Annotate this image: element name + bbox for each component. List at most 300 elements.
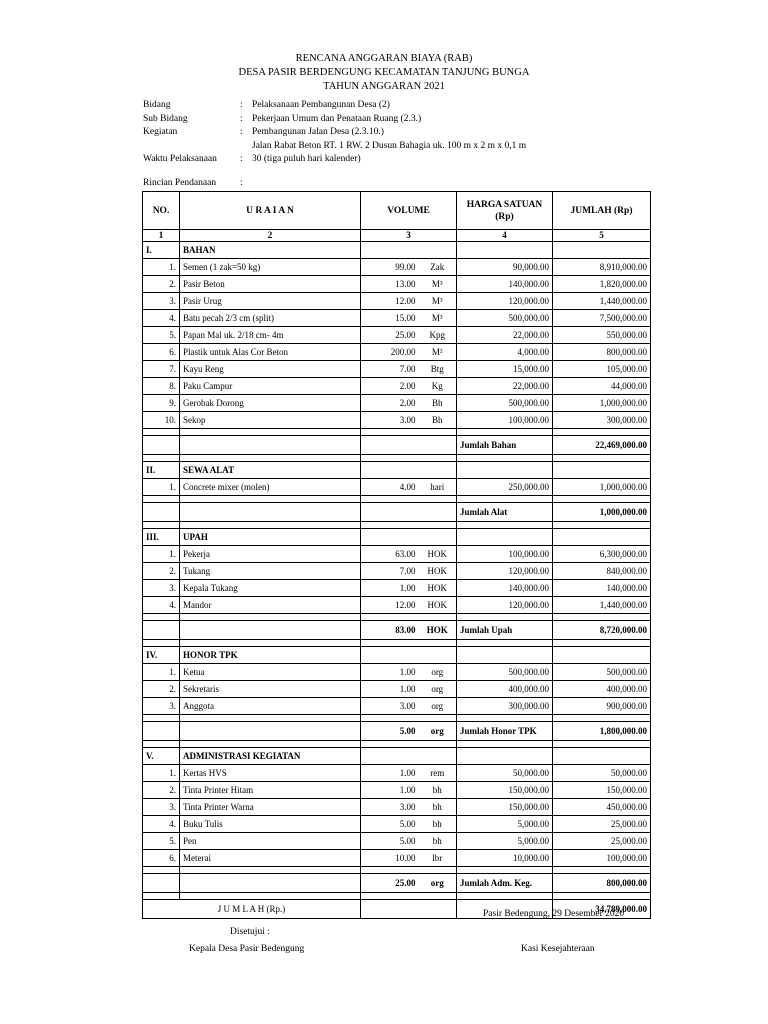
item-number: 10.	[143, 412, 180, 429]
item-total: 6,300,000.00	[553, 546, 651, 563]
item-unit-price: 5,000.00	[457, 816, 553, 833]
item-total: 300,000.00	[553, 412, 651, 429]
meta-value: Jalan Rabat Beton RT. 1 RW. 2 Dusun Bahagia uk. 100 m x 2 m x 0,1 m	[252, 140, 527, 151]
budget-table	[142, 191, 651, 919]
meta-label: Kegiatan	[143, 127, 178, 137]
item-volume: 12.00	[361, 293, 419, 310]
empty-cell	[180, 614, 361, 621]
empty-cell	[180, 893, 361, 900]
item-volume: 1.00	[361, 782, 419, 799]
item-description: Tinta Printer Hitam	[180, 782, 361, 799]
empty-cell	[457, 529, 553, 546]
spacer-row	[143, 496, 651, 503]
subtotal-row	[143, 436, 651, 455]
col-header-no: NO.	[143, 192, 180, 230]
item-number: 6.	[143, 850, 180, 867]
item-description: Kayu Reng	[180, 361, 361, 378]
empty-cell	[457, 867, 553, 874]
item-total: 400,000.00	[553, 681, 651, 698]
item-description: Mandor	[180, 597, 361, 614]
item-description: Pekerja	[180, 546, 361, 563]
empty-cell	[143, 522, 180, 529]
empty-cell	[180, 741, 361, 748]
item-unit: Kg	[419, 378, 457, 395]
item-number: 7.	[143, 361, 180, 378]
meta-block	[143, 99, 526, 167]
subtotal-row	[143, 722, 651, 741]
empty-cell	[143, 436, 180, 455]
item-description: Pen	[180, 833, 361, 850]
column-index: 3	[361, 230, 457, 242]
empty-cell	[143, 503, 180, 522]
subtotal-volume: 83.00	[361, 621, 419, 640]
item-unit-price: 100,000.00	[457, 412, 553, 429]
item-unit: M³	[419, 293, 457, 310]
meta-row	[143, 126, 526, 140]
empty-cell	[180, 640, 361, 647]
item-total: 900,000.00	[553, 698, 651, 715]
item-unit-price: 120,000.00	[457, 597, 553, 614]
meta-colon: :	[240, 100, 243, 110]
item-unit-price: 120,000.00	[457, 293, 553, 310]
section-header-row	[143, 242, 651, 259]
empty-cell	[553, 741, 651, 748]
item-total: 25,000.00	[553, 833, 651, 850]
empty-cell	[457, 429, 553, 436]
item-unit-price: 140,000.00	[457, 580, 553, 597]
empty-cell	[180, 455, 361, 462]
item-description: Kepala Tukang	[180, 580, 361, 597]
empty-cell	[553, 893, 651, 900]
item-description: Semen (1 zak=50 kg)	[180, 259, 361, 276]
item-volume: 5.00	[361, 816, 419, 833]
spacer-row	[143, 715, 651, 722]
item-number: 1.	[143, 765, 180, 782]
subtotal-row	[143, 874, 651, 893]
subtotal-value: 800,000.00	[553, 874, 651, 893]
item-unit: M³	[419, 310, 457, 327]
table-row	[143, 816, 651, 833]
item-volume: 3.00	[361, 412, 419, 429]
empty-cell	[143, 621, 180, 640]
section-number: IV.	[143, 647, 180, 664]
subtotal-unit: org	[419, 874, 457, 893]
empty-cell	[143, 741, 180, 748]
item-volume: 4.00	[361, 479, 419, 496]
signer-left: Kepala Desa Pasir Bedengung	[189, 944, 305, 954]
place-date: Pasir Bedengung, 29 Desember 2020	[483, 909, 625, 919]
item-total: 1,820,000.00	[553, 276, 651, 293]
table-row	[143, 681, 651, 698]
item-volume: 1.00	[361, 681, 419, 698]
table-row	[143, 310, 651, 327]
item-volume: 1.00	[361, 664, 419, 681]
table-body	[143, 242, 651, 919]
item-total: 140,000.00	[553, 580, 651, 597]
item-number: 6.	[143, 344, 180, 361]
empty-cell	[553, 522, 651, 529]
empty-cell	[143, 640, 180, 647]
item-unit-price: 4,000.00	[457, 344, 553, 361]
empty-cell	[361, 614, 457, 621]
empty-cell	[143, 893, 180, 900]
table-row	[143, 479, 651, 496]
empty-cell	[553, 529, 651, 546]
item-total: 1,440,000.00	[553, 293, 651, 310]
item-number: 2.	[143, 563, 180, 580]
subtotal-unit	[419, 503, 457, 522]
meta-label: Waktu Pelaksanaan	[143, 154, 217, 164]
item-number: 4.	[143, 597, 180, 614]
item-number: 3.	[143, 580, 180, 597]
item-unit: Bh	[419, 395, 457, 412]
empty-cell	[457, 242, 553, 259]
item-total: 50,000.00	[553, 765, 651, 782]
spacer-row	[143, 429, 651, 436]
empty-cell	[553, 647, 651, 664]
subtotal-label: Jumlah Bahan	[457, 436, 553, 455]
column-index: 5	[553, 230, 651, 242]
empty-cell	[180, 496, 361, 503]
doc-year: TAHUN ANGGARAN 2021	[323, 81, 445, 92]
section-number: I.	[143, 242, 180, 259]
table-row	[143, 765, 651, 782]
empty-cell	[361, 640, 457, 647]
meta-value: Pelaksanaan Pembangunan Desa (2)	[252, 100, 390, 110]
empty-cell	[180, 867, 361, 874]
table-row	[143, 412, 651, 429]
table-row	[143, 259, 651, 276]
empty-cell	[457, 640, 553, 647]
table-row	[143, 378, 651, 395]
empty-cell	[361, 455, 457, 462]
empty-cell	[457, 462, 553, 479]
item-unit: HOK	[419, 597, 457, 614]
item-total: 500,000.00	[553, 664, 651, 681]
item-unit: HOK	[419, 546, 457, 563]
item-unit-price: 500,000.00	[457, 395, 553, 412]
item-description: Pasir Urug	[180, 293, 361, 310]
item-total: 1,000,000.00	[553, 395, 651, 412]
subtotal-volume	[361, 503, 419, 522]
empty-cell	[553, 614, 651, 621]
table-row	[143, 833, 651, 850]
rincian-label: Rincian Pendanaan	[143, 178, 217, 188]
empty-cell	[143, 614, 180, 621]
empty-cell	[361, 647, 457, 664]
item-total: 840,000.00	[553, 563, 651, 580]
column-index: 2	[180, 230, 361, 242]
item-number: 1.	[143, 664, 180, 681]
item-unit-price: 250,000.00	[457, 479, 553, 496]
empty-cell	[361, 748, 457, 765]
subtotal-unit	[419, 436, 457, 455]
meta-row	[143, 153, 526, 167]
empty-cell	[553, 748, 651, 765]
item-unit-price: 140,000.00	[457, 276, 553, 293]
item-total: 450,000.00	[553, 799, 651, 816]
item-total: 105,000.00	[553, 361, 651, 378]
item-unit-price: 500,000.00	[457, 664, 553, 681]
item-description: Sekretaris	[180, 681, 361, 698]
subtotal-label: Jumlah Honor TPK	[457, 722, 553, 741]
meta-value: 30 (tiga puluh hari kalender)	[252, 154, 361, 164]
grand-total-value: 34,789,000.00	[553, 900, 651, 919]
section-title: UPAH	[180, 529, 361, 546]
item-unit: HOK	[419, 563, 457, 580]
empty-cell	[361, 741, 457, 748]
empty-cell	[143, 496, 180, 503]
subtotal-value: 8,720,000.00	[553, 621, 651, 640]
empty-cell	[553, 715, 651, 722]
spacer-row	[143, 614, 651, 621]
item-number: 8.	[143, 378, 180, 395]
empty-cell	[180, 436, 361, 455]
empty-cell	[457, 647, 553, 664]
section-number: III.	[143, 529, 180, 546]
item-unit-price: 100,000.00	[457, 546, 553, 563]
item-unit: rem	[419, 765, 457, 782]
meta-row	[143, 140, 526, 154]
item-total: 44,000.00	[553, 378, 651, 395]
subtotal-unit: org	[419, 722, 457, 741]
item-volume: 3.00	[361, 799, 419, 816]
empty-cell	[457, 614, 553, 621]
signer-right: Kasi Kesejahteraan	[521, 944, 595, 954]
item-unit: bh	[419, 782, 457, 799]
meta-colon: :	[240, 178, 243, 188]
table-row	[143, 276, 651, 293]
item-unit: Bh	[419, 412, 457, 429]
item-number: 3.	[143, 293, 180, 310]
empty-cell	[361, 529, 457, 546]
subtotal-volume	[361, 436, 419, 455]
item-description: Papan Mal uk. 2/18 cm- 4m	[180, 327, 361, 344]
subtotal-value: 1,000,000.00	[553, 503, 651, 522]
table-row	[143, 293, 651, 310]
table-header-row	[143, 192, 651, 230]
col-header-jumlah: JUMLAH (Rp)	[553, 192, 651, 230]
subtotal-label: Jumlah Upah	[457, 621, 553, 640]
empty-cell	[361, 496, 457, 503]
spacer-row	[143, 640, 651, 647]
table-row	[143, 361, 651, 378]
spacer-row	[143, 455, 651, 462]
item-unit: bh	[419, 799, 457, 816]
item-number: 9.	[143, 395, 180, 412]
subtotal-row	[143, 621, 651, 640]
item-number: 1.	[143, 259, 180, 276]
item-description: Tinta Printer Warna	[180, 799, 361, 816]
col-header-harga: HARGA SATUAN (Rp)	[457, 192, 553, 230]
item-total: 800,000.00	[553, 344, 651, 361]
section-header-row	[143, 647, 651, 664]
item-total: 7,500,000.00	[553, 310, 651, 327]
item-total: 100,000.00	[553, 850, 651, 867]
empty-cell	[361, 893, 457, 900]
item-description: Sekop	[180, 412, 361, 429]
spacer-row	[143, 893, 651, 900]
item-unit: Btg	[419, 361, 457, 378]
item-volume: 1.00	[361, 765, 419, 782]
item-volume: 2.00	[361, 378, 419, 395]
item-unit-price: 150,000.00	[457, 799, 553, 816]
empty-cell	[457, 715, 553, 722]
doc-title: RENCANA ANGGARAN BIAYA (RAB)	[295, 53, 473, 64]
item-total: 1,440,000.00	[553, 597, 651, 614]
item-description: Anggota	[180, 698, 361, 715]
item-unit: lbr	[419, 850, 457, 867]
item-unit: bh	[419, 833, 457, 850]
section-header-row	[143, 529, 651, 546]
item-volume: 10.00	[361, 850, 419, 867]
rincian-row	[143, 177, 252, 191]
subtotal-volume: 25.00	[361, 874, 419, 893]
grand-total-label: J U M L A H (Rp.)	[143, 900, 361, 919]
item-unit-price: 22,000.00	[457, 378, 553, 395]
empty-cell	[361, 429, 457, 436]
item-unit-price: 50,000.00	[457, 765, 553, 782]
column-index: 1	[143, 230, 180, 242]
empty-cell	[180, 621, 361, 640]
item-description: Concrete mixer (molen)	[180, 479, 361, 496]
item-volume: 12.00	[361, 597, 419, 614]
item-number: 2.	[143, 782, 180, 799]
item-number: 5.	[143, 327, 180, 344]
empty-cell	[457, 748, 553, 765]
item-unit-price: 90,000.00	[457, 259, 553, 276]
item-volume: 2.00	[361, 395, 419, 412]
approval-label: Disetujui :	[230, 927, 270, 937]
item-unit: M²	[419, 344, 457, 361]
item-volume: 200.00	[361, 344, 419, 361]
subtotal-volume: 5.00	[361, 722, 419, 741]
column-index-row	[143, 230, 651, 242]
meta-row	[143, 99, 526, 113]
item-volume: 1.00	[361, 580, 419, 597]
section-title: ADMINISTRASI KEGIATAN	[180, 748, 361, 765]
item-number: 1.	[143, 479, 180, 496]
item-unit: Zak	[419, 259, 457, 276]
table-row	[143, 782, 651, 799]
empty-cell	[457, 893, 553, 900]
meta-label: Bidang	[143, 100, 171, 110]
empty-cell	[553, 867, 651, 874]
item-unit-price: 150,000.00	[457, 782, 553, 799]
empty-cell	[143, 429, 180, 436]
item-volume: 13.00	[361, 276, 419, 293]
subtotal-row	[143, 503, 651, 522]
meta-colon	[240, 140, 252, 154]
item-volume: 63.00	[361, 546, 419, 563]
empty-cell	[361, 900, 457, 919]
item-volume: 15.00	[361, 310, 419, 327]
item-description: Batu pecah 2/3 cm (split)	[180, 310, 361, 327]
table-row	[143, 850, 651, 867]
spacer-row	[143, 867, 651, 874]
item-description: Pasir Beton	[180, 276, 361, 293]
empty-cell	[180, 522, 361, 529]
item-unit: HOK	[419, 580, 457, 597]
table-row	[143, 799, 651, 816]
item-number: 1.	[143, 546, 180, 563]
item-volume: 25.00	[361, 327, 419, 344]
meta-label: Sub Bidang	[143, 113, 188, 124]
spacer-row	[143, 741, 651, 748]
item-volume: 99.00	[361, 259, 419, 276]
col-header-uraian: U R A I A N	[180, 192, 361, 230]
item-total: 1,000,000.00	[553, 479, 651, 496]
empty-cell	[180, 722, 361, 741]
item-total: 8,910,000.00	[553, 259, 651, 276]
empty-cell	[553, 462, 651, 479]
empty-cell	[180, 503, 361, 522]
meta-value: Pekerjaan Umum dan Penataan Ruang (2.3.)	[252, 113, 422, 124]
item-unit: hari	[419, 479, 457, 496]
item-unit-price: 300,000.00	[457, 698, 553, 715]
section-number: V.	[143, 748, 180, 765]
section-header-row	[143, 748, 651, 765]
meta-colon: :	[240, 127, 243, 137]
table-row	[143, 395, 651, 412]
table-row	[143, 664, 651, 681]
table-row	[143, 698, 651, 715]
empty-cell	[553, 496, 651, 503]
meta-value: Pembangunan Jalan Desa (2.3.10.)	[252, 127, 384, 137]
item-unit: Kpg	[419, 327, 457, 344]
empty-cell	[553, 429, 651, 436]
item-unit-price: 10,000.00	[457, 850, 553, 867]
table-row	[143, 327, 651, 344]
table-row	[143, 546, 651, 563]
empty-cell	[361, 462, 457, 479]
item-description: Buku Tulis	[180, 816, 361, 833]
empty-cell	[361, 867, 457, 874]
empty-cell	[143, 715, 180, 722]
subtotal-unit: HOK	[419, 621, 457, 640]
empty-cell	[457, 741, 553, 748]
empty-cell	[143, 867, 180, 874]
table-row	[143, 563, 651, 580]
item-number: 4.	[143, 816, 180, 833]
empty-cell	[361, 522, 457, 529]
doc-subtitle: DESA PASIR BERDENGUNG KECAMATAN TANJUNG BUNGA	[238, 67, 530, 78]
item-number: 2.	[143, 276, 180, 293]
meta-label	[143, 140, 240, 154]
item-unit-price: 5,000.00	[457, 833, 553, 850]
item-unit-price: 400,000.00	[457, 681, 553, 698]
table-row	[143, 344, 651, 361]
item-unit-price: 500,000.00	[457, 310, 553, 327]
empty-cell	[180, 874, 361, 893]
item-unit: org	[419, 664, 457, 681]
item-total: 550,000.00	[553, 327, 651, 344]
section-title: BAHAN	[180, 242, 361, 259]
empty-cell	[143, 874, 180, 893]
empty-cell	[553, 455, 651, 462]
empty-cell	[180, 429, 361, 436]
subtotal-value: 22,469,000.00	[553, 436, 651, 455]
subtotal-label: Jumlah Adm. Keg.	[457, 874, 553, 893]
item-volume: 7.00	[361, 563, 419, 580]
meta-colon: :	[240, 154, 243, 164]
item-number: 4.	[143, 310, 180, 327]
spacer-row	[143, 522, 651, 529]
item-number: 5.	[143, 833, 180, 850]
empty-cell	[143, 455, 180, 462]
table-row	[143, 580, 651, 597]
item-unit: org	[419, 681, 457, 698]
